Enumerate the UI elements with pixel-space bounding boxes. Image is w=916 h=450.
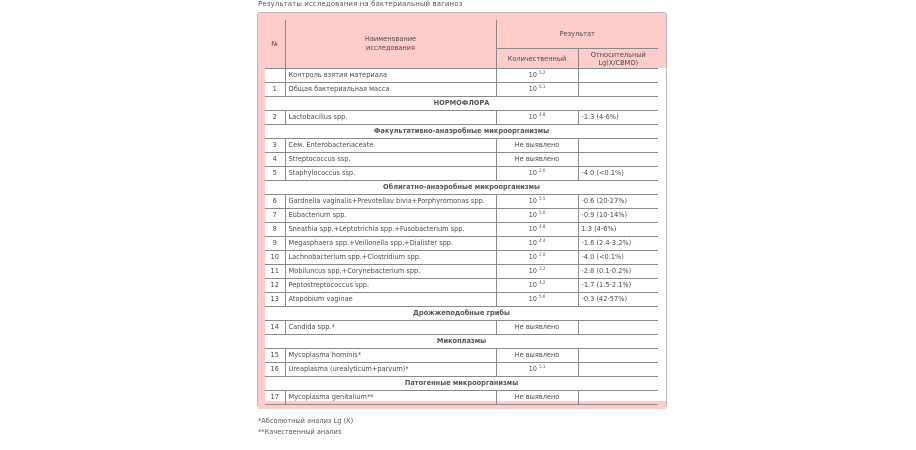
row-name: Candida spp.* bbox=[285, 321, 496, 335]
qty-base: 10 bbox=[528, 295, 537, 303]
row-number: 14 bbox=[265, 321, 285, 335]
row-number: 5 bbox=[265, 167, 285, 181]
row-quantitative bbox=[496, 293, 578, 307]
qty-base: 10 bbox=[528, 113, 537, 121]
section-row bbox=[265, 97, 658, 111]
table-row bbox=[265, 223, 658, 237]
row-relative: -0.6 (20-27%) bbox=[578, 195, 658, 209]
qty-exponent: 5.1 bbox=[539, 363, 546, 369]
row-quantitative: Не выявлено bbox=[496, 139, 578, 153]
table-row bbox=[265, 293, 658, 307]
qty-exponent: 6.1 bbox=[539, 83, 546, 89]
row-relative: -1.3 (4-6%) bbox=[578, 111, 658, 125]
row-number bbox=[265, 69, 285, 83]
table-row bbox=[265, 167, 658, 181]
qty-base: 10 bbox=[528, 211, 537, 219]
row-relative bbox=[578, 363, 658, 377]
section-row bbox=[265, 307, 658, 321]
results-table bbox=[265, 20, 658, 405]
row-relative bbox=[578, 69, 658, 83]
qty-exponent: 5.2 bbox=[539, 69, 546, 75]
row-relative bbox=[578, 83, 658, 97]
row-quantitative: Не выявлено bbox=[496, 153, 578, 167]
section-row bbox=[265, 335, 658, 349]
qty-exponent: 3.2 bbox=[539, 265, 546, 271]
table-row bbox=[265, 391, 658, 405]
qty-exponent: 4.2 bbox=[539, 279, 546, 285]
row-name: Mycoplasma genitalium** bbox=[285, 391, 496, 405]
qty-exponent: 2.0 bbox=[539, 167, 546, 173]
row-relative bbox=[578, 139, 658, 153]
row-name: Peptostreptococcus spp. bbox=[285, 279, 496, 293]
row-number: 17 bbox=[265, 391, 285, 405]
row-relative: -1.7 (1.5-2.1%) bbox=[578, 279, 658, 293]
section-title: НОРМОФЛОРА bbox=[265, 97, 658, 111]
table-row bbox=[265, 321, 658, 335]
row-quantitative bbox=[496, 265, 578, 279]
row-number: 13 bbox=[265, 293, 285, 307]
row-name: Ureaplasma (urealyticum+parvum)* bbox=[285, 363, 496, 377]
header-result: Результат bbox=[496, 20, 658, 49]
row-quantitative bbox=[496, 167, 578, 181]
footnote-qualitative: **Качественный анализ bbox=[258, 428, 342, 436]
row-quantitative: Не выявлено bbox=[496, 321, 578, 335]
header-rel: Относительный Lg(X/СВМО) bbox=[578, 49, 658, 69]
table-row bbox=[265, 251, 658, 265]
row-name: Gardnella vaginalis+Prevotellav bivia+Porphyromonas spp. bbox=[285, 195, 496, 209]
header-name: Наименование исследования bbox=[285, 20, 496, 69]
footnote-absolute: *Абсолютный анализ Lg (X) bbox=[258, 417, 354, 425]
row-relative bbox=[578, 153, 658, 167]
row-number: 1 bbox=[265, 83, 285, 97]
row-quantitative bbox=[496, 195, 578, 209]
table-row bbox=[265, 279, 658, 293]
row-number: 9 bbox=[265, 237, 285, 251]
row-name: Staphylococcus ssp. bbox=[285, 167, 496, 181]
qty-exponent: 5.5 bbox=[539, 195, 546, 201]
row-name: Сем. Enterobacteriaceate bbox=[285, 139, 496, 153]
row-number: 10 bbox=[265, 251, 285, 265]
table-row bbox=[265, 265, 658, 279]
row-quantitative bbox=[496, 363, 578, 377]
row-name: Megasphaera spp.+Veillonella spp.+Dialister spp. bbox=[285, 237, 496, 251]
row-name: Streptococcus ssp. bbox=[285, 153, 496, 167]
row-number: 3 bbox=[265, 139, 285, 153]
section-title: Патогенные микроорганизмы bbox=[265, 377, 658, 391]
table-header-row bbox=[265, 20, 658, 49]
header-num: № bbox=[265, 20, 285, 69]
row-quantitative: Не выявлено bbox=[496, 349, 578, 363]
qty-exponent: 5.0 bbox=[539, 209, 546, 215]
row-relative: -0.9 (10-14%) bbox=[578, 209, 658, 223]
qty-exponent: 4.8 bbox=[539, 223, 546, 229]
row-name: Контроль взятия материала bbox=[285, 69, 496, 83]
row-name: Sneathia spp.+Leptotrichia spp.+Fusobacterium spp. bbox=[285, 223, 496, 237]
qty-base: 10 bbox=[528, 85, 537, 93]
row-relative: -0.3 (42-57%) bbox=[578, 293, 658, 307]
row-relative: -4.0 (<0.1%) bbox=[578, 251, 658, 265]
qty-base: 10 bbox=[528, 267, 537, 275]
qty-base: 10 bbox=[528, 197, 537, 205]
row-quantitative: Не выявлено bbox=[496, 391, 578, 405]
table-row bbox=[265, 111, 658, 125]
row-quantitative bbox=[496, 69, 578, 83]
qty-exponent: 5.6 bbox=[539, 293, 546, 299]
row-name: Mycoplasma hominis* bbox=[285, 349, 496, 363]
row-number: 16 bbox=[265, 363, 285, 377]
row-relative: 1.3 (4-6%) bbox=[578, 223, 658, 237]
qty-base: 10 bbox=[528, 239, 537, 247]
row-quantitative bbox=[496, 251, 578, 265]
row-quantitative bbox=[496, 83, 578, 97]
table-row bbox=[265, 363, 658, 377]
qty-base: 10 bbox=[528, 71, 537, 79]
qty-exponent: 4.8 bbox=[539, 111, 546, 117]
row-number: 11 bbox=[265, 265, 285, 279]
row-name: Общая бактериальная масса bbox=[285, 83, 496, 97]
row-number: 12 bbox=[265, 279, 285, 293]
row-name: Mobiluncus spp.+Corynebacterium spp. bbox=[285, 265, 496, 279]
row-quantitative bbox=[496, 279, 578, 293]
row-number: 7 bbox=[265, 209, 285, 223]
section-title: Облигатно-анаэробные микроорганизмы bbox=[265, 181, 658, 195]
row-relative bbox=[578, 321, 658, 335]
qty-base: 10 bbox=[528, 281, 537, 289]
row-relative: -2.8 (0.1-0.2%) bbox=[578, 265, 658, 279]
qty-base: 10 bbox=[528, 365, 537, 373]
highlight-left bbox=[258, 68, 265, 408]
table-row bbox=[265, 349, 658, 363]
section-row bbox=[265, 125, 658, 139]
row-relative bbox=[578, 391, 658, 405]
row-number: 15 bbox=[265, 349, 285, 363]
section-title: Микоплазмы bbox=[265, 335, 658, 349]
row-name: Eubacterium spp. bbox=[285, 209, 496, 223]
header-qty: Количественный bbox=[496, 49, 578, 69]
row-number: 4 bbox=[265, 153, 285, 167]
qty-exponent: 2.0 bbox=[539, 251, 546, 257]
section-row bbox=[265, 377, 658, 391]
row-quantitative bbox=[496, 223, 578, 237]
row-number: 6 bbox=[265, 195, 285, 209]
row-quantitative bbox=[496, 209, 578, 223]
table-row bbox=[265, 69, 658, 83]
table-row bbox=[265, 237, 658, 251]
row-number: 8 bbox=[265, 223, 285, 237]
row-number: 2 bbox=[265, 111, 285, 125]
row-relative: -4.0 (<0.1%) bbox=[578, 167, 658, 181]
page-title: Результаты исследования на бактериальный вагиноз bbox=[258, 0, 463, 8]
row-relative bbox=[578, 349, 658, 363]
row-quantitative bbox=[496, 111, 578, 125]
row-quantitative bbox=[496, 237, 578, 251]
qty-base: 10 bbox=[528, 253, 537, 261]
row-name: Lactobacillus spp. bbox=[285, 111, 496, 125]
row-name: Atopobium vaginae bbox=[285, 293, 496, 307]
section-row bbox=[265, 181, 658, 195]
table-row bbox=[265, 153, 658, 167]
row-relative: -1.6 (2.4-3.2%) bbox=[578, 237, 658, 251]
table-row bbox=[265, 195, 658, 209]
table-row bbox=[265, 209, 658, 223]
qty-exponent: 4.4 bbox=[539, 237, 546, 243]
table-row bbox=[265, 83, 658, 97]
qty-base: 10 bbox=[528, 169, 537, 177]
qty-base: 10 bbox=[528, 225, 537, 233]
table-row bbox=[265, 139, 658, 153]
section-title: Факультативно-анаэробные микроорганизмы bbox=[265, 125, 658, 139]
section-title: Дрожжеподобные грибы bbox=[265, 307, 658, 321]
row-name: Lachnobacterium spp.+Clostridium spp. bbox=[285, 251, 496, 265]
